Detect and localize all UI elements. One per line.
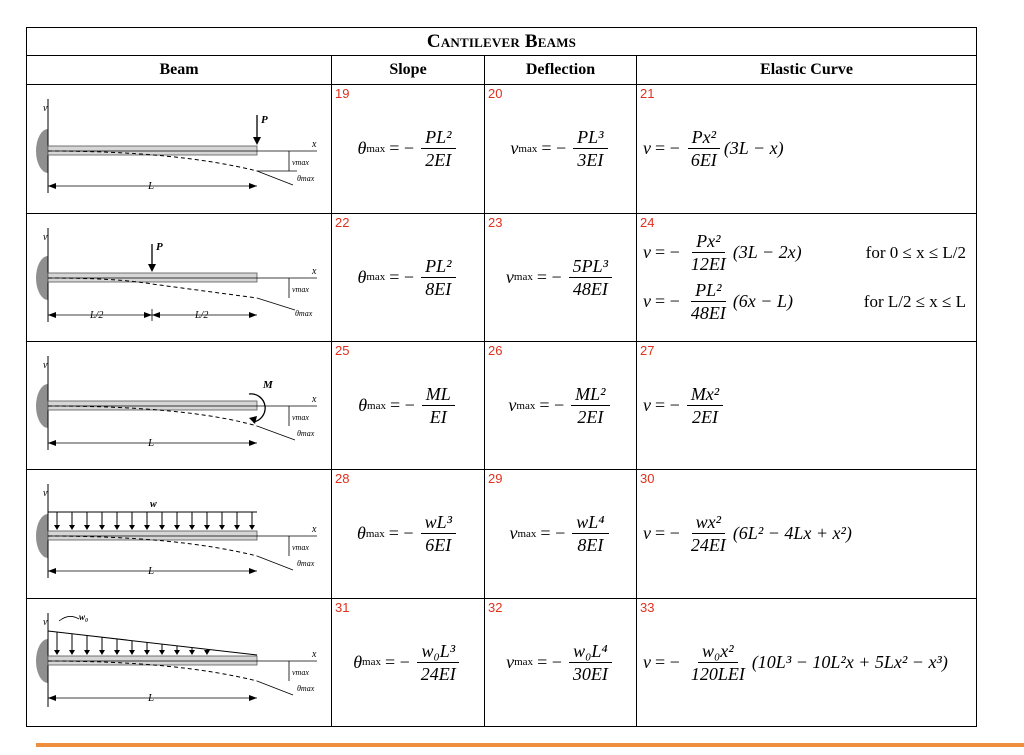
elastic-curve-line bbox=[643, 280, 972, 323]
formula-number: 24 bbox=[640, 214, 655, 230]
load-arrowhead bbox=[84, 650, 90, 655]
table-title: Cantilever Beams bbox=[27, 28, 977, 56]
formula-number: 31 bbox=[335, 599, 350, 615]
theta-tangent-line bbox=[257, 426, 295, 440]
formula-number: 32 bbox=[488, 599, 503, 615]
beam-diagram-triangular-load bbox=[27, 599, 332, 726]
deflection-cell bbox=[485, 598, 637, 726]
beam-body bbox=[48, 531, 257, 540]
load-arrowhead bbox=[69, 525, 75, 530]
span-label: L bbox=[148, 436, 155, 449]
header-slope: Slope bbox=[332, 56, 485, 85]
table-row bbox=[27, 213, 977, 341]
load-arrowhead bbox=[204, 525, 210, 530]
theta-label: θmax bbox=[297, 174, 315, 184]
header-beam: Beam bbox=[27, 56, 332, 85]
fixed-wall-support bbox=[36, 514, 48, 558]
formula-number: 26 bbox=[488, 342, 503, 358]
theta-tangent-line bbox=[257, 171, 293, 185]
distributed-load-arrows bbox=[54, 512, 255, 530]
formula-number: 25 bbox=[335, 342, 350, 358]
load-arrowhead bbox=[144, 650, 150, 655]
load-arrowhead bbox=[144, 525, 150, 530]
elastic-curve-formula: v = − $\frac{\text{PL²}}{48EI}$ (6x − L) bbox=[643, 280, 793, 324]
formula-number: 27 bbox=[640, 342, 655, 358]
table-row bbox=[27, 85, 977, 213]
x-axis-label: x bbox=[312, 139, 317, 151]
beam-body bbox=[48, 146, 257, 155]
load-arrowhead bbox=[159, 525, 165, 530]
deflection-formula: v max = − $\frac{\text{5PL³}}{48EI}$ bbox=[506, 256, 615, 299]
load-arrowhead bbox=[129, 525, 135, 530]
load-arrowhead bbox=[54, 650, 60, 655]
elastic-curve-formula: v = − $\frac{\text{Px²}}{6EI}$ (3L − x) bbox=[643, 127, 784, 171]
distributed-load-arrows bbox=[54, 632, 210, 655]
theta-tangent-line bbox=[257, 681, 293, 695]
x-axis-label: x bbox=[312, 648, 317, 660]
beam-diagram-mid-load bbox=[27, 214, 332, 341]
elastic-curve-formula: v = − $\frac{\text{Px²}}{12EI}$ (3L − 2x) bbox=[643, 231, 802, 275]
v-axis-label: v bbox=[43, 231, 48, 243]
beam-diagram-cell bbox=[27, 470, 332, 598]
theta-label: θmax bbox=[297, 559, 315, 569]
span-label: L bbox=[148, 565, 155, 578]
fixed-wall-support bbox=[36, 129, 48, 173]
load-arrowhead bbox=[114, 525, 120, 530]
elastic-curve-cell bbox=[637, 470, 977, 598]
table-row bbox=[27, 470, 977, 598]
load-arrowhead bbox=[174, 525, 180, 530]
header-deflection: Deflection bbox=[485, 56, 637, 85]
v-axis-label: v bbox=[43, 103, 48, 115]
load-arrowhead bbox=[159, 650, 165, 655]
deflection-cell bbox=[485, 470, 637, 598]
load-arrowhead bbox=[99, 525, 105, 530]
theta-label: θmax bbox=[295, 308, 313, 318]
half-span-label: L/2 bbox=[90, 309, 104, 321]
deflection-cell bbox=[485, 341, 637, 469]
slope-cell bbox=[332, 598, 485, 726]
slope-cell bbox=[332, 213, 485, 341]
deflection-formula: v max = − $\frac{\text{ML²}}{2EI}$ bbox=[508, 384, 612, 427]
load-label: P bbox=[156, 240, 163, 253]
fixed-wall-support bbox=[36, 384, 48, 428]
slope-formula: θ max = − $\frac{ML}{EI}$ bbox=[358, 384, 458, 427]
elastic-curve-cell bbox=[637, 598, 977, 726]
load-arrowhead bbox=[129, 650, 135, 655]
v-axis-label: v bbox=[43, 488, 48, 500]
moment-arrowhead bbox=[249, 416, 257, 424]
formula-number: 33 bbox=[640, 599, 655, 615]
slope-formula: θ max = − $\frac{\text{wL³}}{6EI}$ bbox=[357, 512, 459, 555]
formula-number: 28 bbox=[335, 471, 350, 487]
slope-cell bbox=[332, 470, 485, 598]
deflection-formula: v max = − $\frac{\text{w₀L⁴}}{30EI}$ bbox=[506, 641, 615, 684]
elastic-curve-formula: v = − $\frac{\text{Mx²}}{2EI}$ bbox=[643, 384, 726, 427]
x-axis-label: x bbox=[312, 524, 317, 536]
elastic-curve-cell bbox=[637, 85, 977, 213]
vmax-label: vmax bbox=[292, 543, 309, 553]
x-axis-label: x bbox=[312, 265, 317, 277]
range-condition: for 0 ≤ x ≤ L/2 bbox=[865, 242, 967, 262]
v-axis-label: v bbox=[43, 359, 48, 371]
theta-tangent-line bbox=[257, 298, 295, 310]
load-arrowhead bbox=[99, 650, 105, 655]
header-elastic-curve: Elastic Curve bbox=[637, 56, 977, 85]
load-arrowhead bbox=[253, 137, 261, 145]
load-arrowhead bbox=[84, 525, 90, 530]
load-label: w bbox=[150, 499, 157, 511]
table-row bbox=[27, 598, 977, 726]
vmax-label: vmax bbox=[292, 412, 309, 422]
w0-leader bbox=[59, 616, 79, 621]
formula-number: 22 bbox=[335, 214, 350, 230]
v-axis-label: v bbox=[43, 616, 48, 628]
beam-diagram-cell bbox=[27, 213, 332, 341]
slope-cell bbox=[332, 85, 485, 213]
theta-tangent-line bbox=[257, 556, 293, 570]
beam-diagram-cell bbox=[27, 85, 332, 213]
load-arrowhead bbox=[174, 650, 180, 655]
deflection-cell bbox=[485, 85, 637, 213]
beam-diagram-cell bbox=[27, 598, 332, 726]
fixed-wall-support bbox=[36, 256, 48, 300]
span-label: L bbox=[148, 180, 155, 193]
table-row bbox=[27, 341, 977, 469]
load-arrowhead bbox=[69, 650, 75, 655]
beam-body bbox=[48, 401, 257, 410]
load-arrowhead bbox=[114, 650, 120, 655]
range-condition: for L/2 ≤ x ≤ L bbox=[863, 291, 967, 311]
half-span-label: L/2 bbox=[195, 309, 209, 321]
beam-body bbox=[48, 656, 257, 665]
slope-cell bbox=[332, 341, 485, 469]
vmax-label: vmax bbox=[292, 667, 309, 677]
formula-number: 29 bbox=[488, 471, 503, 487]
cantilever-beams-table bbox=[26, 27, 977, 727]
elastic-curve-cell bbox=[637, 341, 977, 469]
slope-formula: θ max = − $\frac{\text{PL²}}{2EI}$ bbox=[357, 127, 458, 170]
formula-number: 23 bbox=[488, 214, 503, 230]
load-label: P bbox=[261, 114, 268, 127]
load-arrowhead bbox=[249, 525, 255, 530]
slope-formula: θ max = − $\frac{\text{PL²}}{8EI}$ bbox=[357, 256, 458, 299]
elastic-curve-formula: v = − $\frac{\text{w₀x²}}{\text{120LEI}}$ (10L³ − 10L²x + 5Lx² − x³) bbox=[643, 640, 948, 684]
span-label: L bbox=[148, 691, 155, 704]
formula-number: 20 bbox=[488, 86, 503, 102]
vmax-label: vmax bbox=[292, 284, 309, 294]
fixed-wall-support bbox=[36, 639, 48, 683]
load-arrowhead bbox=[189, 650, 195, 655]
load-arrowhead bbox=[234, 525, 240, 530]
deflection-cell bbox=[485, 213, 637, 341]
load-arrowhead bbox=[148, 264, 156, 272]
load-top-line bbox=[48, 631, 257, 655]
theta-label: θmax bbox=[297, 683, 315, 693]
beam-diagram-end-load bbox=[27, 85, 332, 212]
formula-number: 21 bbox=[640, 86, 655, 102]
deflection-formula: v max = − $\frac{\text{PL³}}{3EI}$ bbox=[510, 127, 610, 170]
footer-rule bbox=[36, 743, 1024, 747]
load-arrowhead bbox=[204, 650, 210, 655]
load-arrowhead bbox=[189, 525, 195, 530]
beam-diagram-cell bbox=[27, 341, 332, 469]
formula-number: 19 bbox=[335, 86, 350, 102]
beam-diagram-end-moment bbox=[27, 342, 332, 469]
load-arrowhead bbox=[54, 525, 60, 530]
x-axis-label: x bbox=[312, 393, 317, 405]
formula-number: 30 bbox=[640, 471, 655, 487]
load-arrowhead bbox=[219, 525, 225, 530]
load-label: M bbox=[263, 378, 273, 391]
deflection-formula: v max = − $\frac{\text{wL⁴}}{8EI}$ bbox=[509, 512, 611, 555]
theta-label: θmax bbox=[297, 428, 315, 438]
beam-diagram-uniform-load bbox=[27, 470, 332, 597]
elastic-curve-formula: v = − $\frac{\text{wx²}}{24EI}$ (6L² − 4Lx + x²) bbox=[643, 512, 852, 556]
elastic-curve-line bbox=[643, 231, 972, 274]
elastic-curve-cell bbox=[637, 213, 977, 341]
slope-formula: θ max = − $\frac{\text{w₀L³}}{24EI}$ bbox=[353, 641, 463, 684]
vmax-label: vmax bbox=[292, 158, 309, 168]
beam-body bbox=[48, 273, 257, 282]
load-label: w₀ bbox=[79, 611, 89, 622]
